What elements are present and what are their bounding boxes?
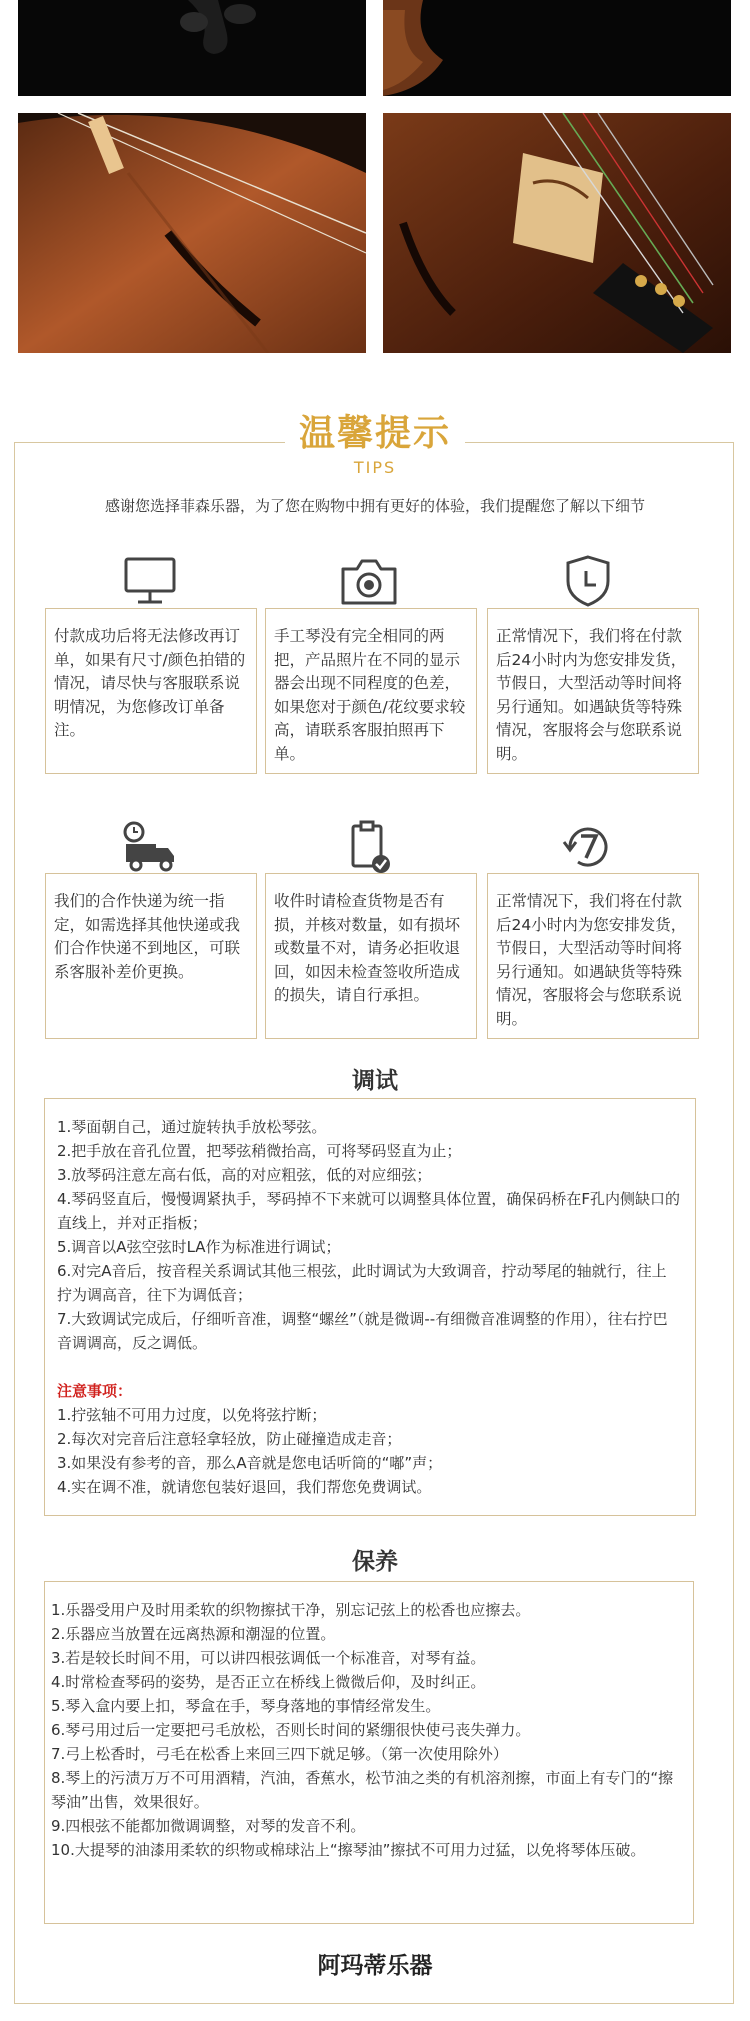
tip-card-shipping-time: 正常情况下，我们将在付款后24小时内为您安排发货，节假日，大型活动等时间将另行通知。如遇缺货等特殊情况，客服将会与您联系说明。: [487, 608, 699, 774]
care-item: 6.琴弓用过后一定要把弓毛放松，否则长时间的紧绷很快使弓丧失弹力。: [51, 1721, 531, 1739]
photo-bridge-tailpiece: [383, 113, 731, 353]
care-item: 5.琴入盒内要上扣，琴盒在手，琴身落地的事情经常发生。: [51, 1697, 441, 1715]
tuning-step: 5.调音以A弦空弦时LA作为标准进行调试；: [57, 1238, 341, 1256]
care-item: 2.乐器应当放置在远离热源和潮湿的位置。: [51, 1625, 336, 1643]
photo-scroll-pegbox: [18, 0, 366, 96]
notice-title: 注意事项：: [57, 1382, 133, 1400]
care-item: 4.时常检查琴码的姿势，是否正立在桥线上微微后仰，及时纠正。: [51, 1673, 486, 1691]
photo-body-bridge-left: [18, 113, 366, 353]
notice-item: 1.拧弦轴不可用力过度，以免将弦拧断；: [57, 1406, 327, 1424]
care-item: 1.乐器受用户及时用柔软的织物擦拭干净，别忘记弦上的松香也应擦去。: [51, 1601, 531, 1619]
tuning-step: 1.琴面朝自己，通过旋转执手放松琴弦。: [57, 1118, 327, 1136]
tip-card-order-change: 付款成功后将无法修改再订单，如果有尺寸/颜色拍错的情况，请尽快与客服联系说明情况，为您修改订单备注。: [45, 608, 257, 774]
tips-subtitle: TIPS: [353, 458, 397, 477]
brand-name: 阿玛蒂乐器: [292, 1946, 459, 1986]
monitor-icon: [118, 553, 182, 609]
delivery-truck-icon: [118, 818, 182, 874]
footer: [0, 1946, 750, 1986]
photo-scroll-detail: [383, 0, 731, 96]
care-box: [44, 1581, 694, 1924]
care-item: 3.若是较长时间不用，可以讲四根弦调低一个标准音，对琴有益。: [51, 1649, 486, 1667]
care-title: 保养: [352, 1549, 398, 1575]
notice-item: 2.每次对完音后注意轻拿轻放，防止碰撞造成走音；: [57, 1430, 402, 1448]
shield-clock-icon: [556, 553, 620, 609]
notice-item: 4.实在调不准，就请您包装好退回，我们帮您免费调试。: [57, 1478, 432, 1496]
care-item: 10.大提琴的油漆用柔软的织物或棉球沾上“擦琴油”擦拭不可用力过猛，以免将琴体压破。: [51, 1841, 646, 1859]
tuning-title: 调试: [352, 1068, 398, 1094]
clipboard-check-icon: [337, 818, 401, 874]
camera-icon: [337, 553, 401, 609]
seven-day-return-icon: [556, 818, 620, 874]
tuning-step: 6.对完A音后，按音程关系调试其他三根弦，此时调试为大致调音，拧动琴尾的轴就行，往上拧为调高音，往下为调低音；: [57, 1262, 667, 1304]
care-item: 9.四根弦不能都加微调调整，对琴的发音不利。: [51, 1817, 366, 1835]
tuning-step: 3.放琴码注意左高右低，高的对应粗弦，低的对应细弦；: [57, 1166, 432, 1184]
tip-card-courier: 我们的合作快递为统一指定，如需选择其他快递或我们合作快递不到地区，可联系客服补差价更换。: [45, 873, 257, 1039]
tips-header: [0, 412, 750, 477]
tip-card-shipping-notice: 正常情况下，我们将在付款后24小时内为您安排发货，节假日，大型活动等时间将另行通知。如遇缺货等特殊情况，客服将会与您联系说明。: [487, 873, 699, 1039]
tuning-step: 2.把手放在音孔位置，把琴弦稍微抬高，可将琴码竖直为止；: [57, 1142, 462, 1160]
care-item: 8.琴上的污渍万万不可用酒精，汽油，香蕉水，松节油之类的有机溶剂擦，市面上有专门的“擦琴油”出售，效果很好。: [51, 1769, 674, 1811]
tuning-box: [44, 1098, 696, 1516]
tuning-step: 7.大致调试完成后，仔细听音准，调整“螺丝”（就是微调--有细微音准调整的作用），往右拧巴音调调高，反之调低。: [57, 1310, 668, 1352]
care-item: 7.弓上松香时，弓毛在松香上来回三四下就足够。（第一次使用除外）: [51, 1745, 508, 1763]
tips-intro: 感谢您选择菲森乐器，为了您在购物中拥有更好的体验，我们提醒您了解以下细节: [104, 497, 645, 515]
tuning-step: 4.琴码竖直后，慢慢调紧执手，琴码掉不下来就可以调整具体位置，确保码桥在F孔内侧缺口的直线上，并对正指板；: [57, 1190, 680, 1232]
tips-title: 温馨提示: [285, 412, 465, 456]
tip-card-color-difference: 手工琴没有完全相同的两把，产品照片在不同的显示器会出现不同程度的色差，如果您对于颜色/花纹要求较高，请联系客服拍照再下单。: [265, 608, 477, 774]
notice-item: 3.如果没有参考的音，那么A音就是您电话听筒的“嘟”声；: [57, 1454, 443, 1472]
tip-card-inspection: 收件时请检查货物是否有损，并核对数量，如有损坏或数量不对，请务必拒收退回，如因未检查签收所造成的损失，请自行承担。: [265, 873, 477, 1039]
